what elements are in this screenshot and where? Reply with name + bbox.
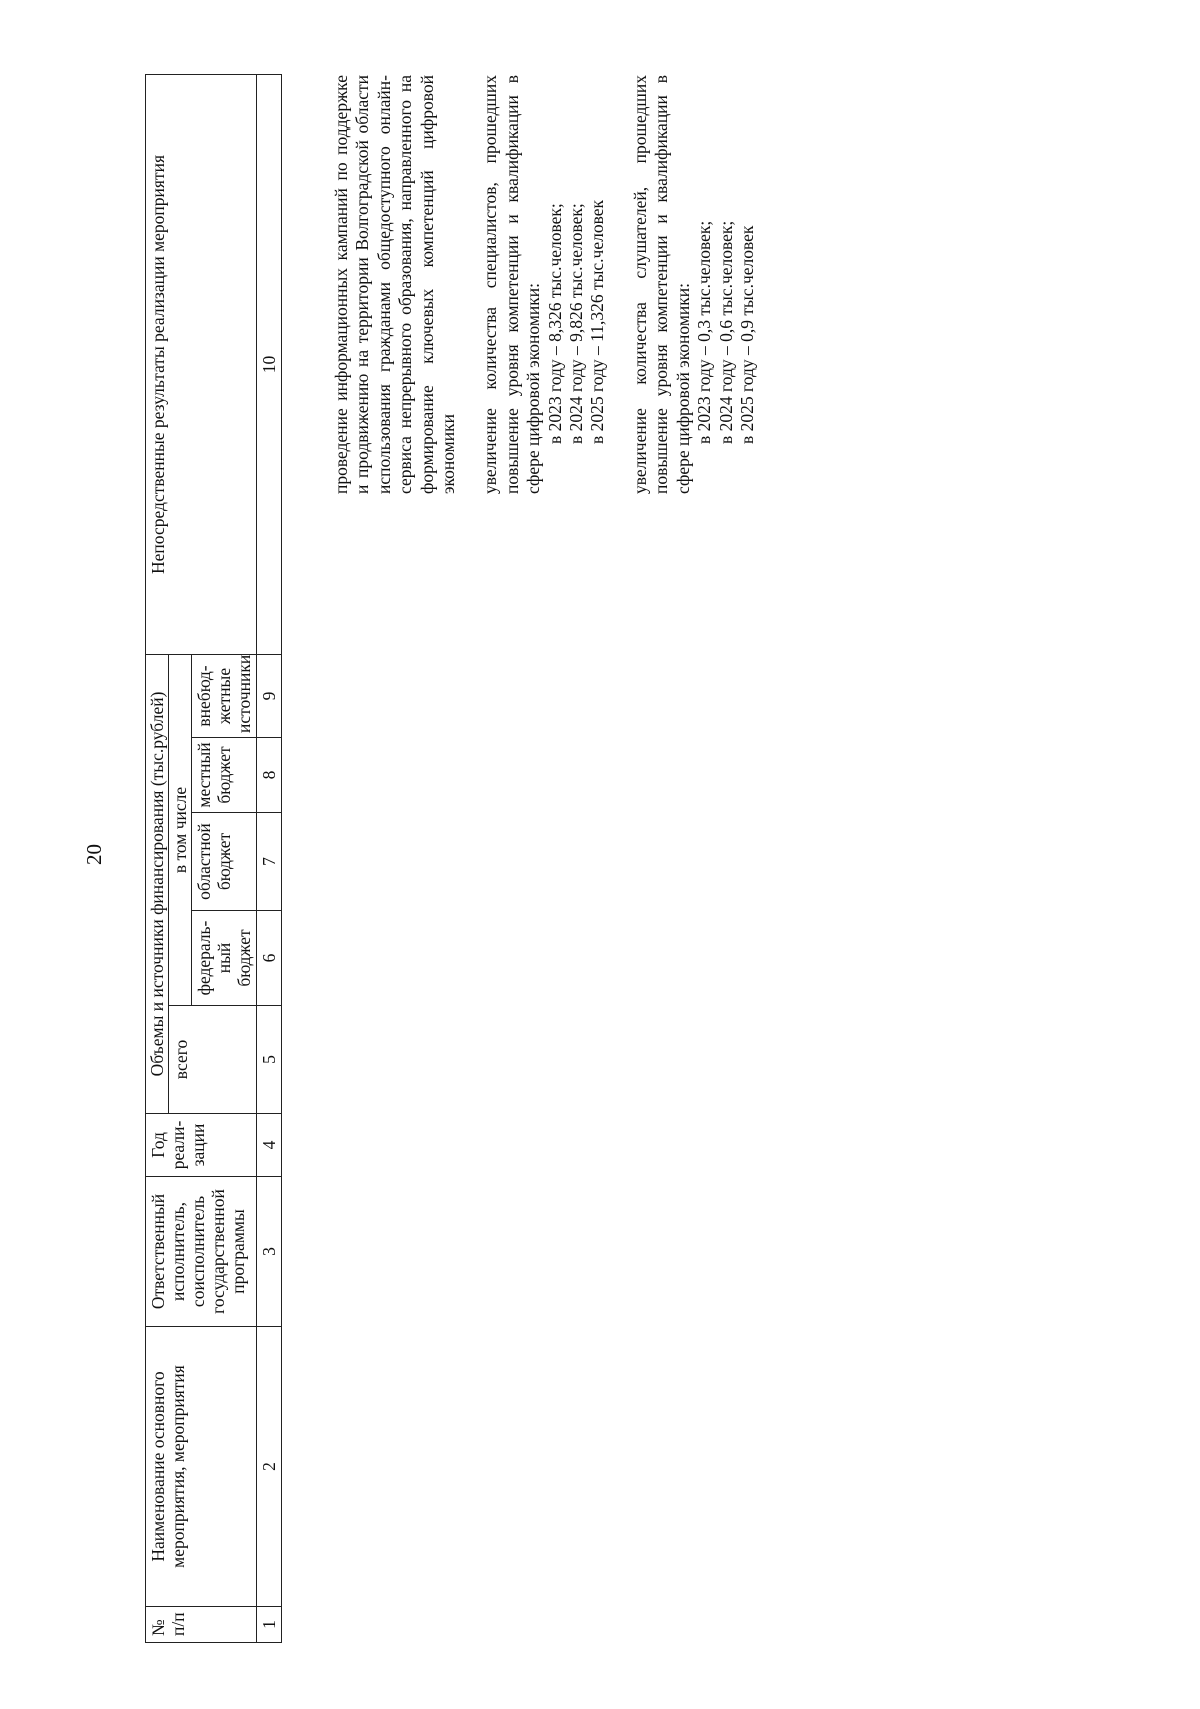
- column-header-year: Год реали-зации: [146, 1114, 257, 1177]
- column-header-activity-name: Наименование основного мероприятия, мероприятия: [146, 1327, 257, 1607]
- column-number: 3: [257, 1177, 282, 1327]
- column-header-results: Непосредственные результаты реализации мероприятия: [146, 74, 257, 654]
- result-listeners: [630, 75, 758, 494]
- result-listeners-2025: в 2025 году – 0,9 тыс.человек: [736, 225, 757, 444]
- result-specialists-2023: в 2023 году – 8,326 тыс.человек;: [544, 203, 565, 444]
- column-header-extra-budget: внебюд-жетные источники: [192, 654, 257, 737]
- column-header-funding-group: Объемы и источники финансирования (тыс.рублей): [146, 654, 169, 1113]
- result-specialists: [480, 75, 608, 494]
- column-header-including: в том числе: [169, 654, 192, 1005]
- results-column: [331, 75, 779, 494]
- column-number: 1: [257, 1607, 282, 1643]
- column-header-regional-budget: областной бюджет: [192, 813, 257, 911]
- result-listeners-2023: в 2023 году – 0,3 тыс.человек;: [694, 220, 715, 444]
- program-table-header: [145, 74, 282, 1643]
- result-specialists-2024: в 2024 году – 9,826 тыс.человек;: [566, 203, 587, 444]
- column-header-total: всего: [169, 1006, 257, 1114]
- column-number: 7: [257, 813, 282, 911]
- result-specialists-intro: увеличение количества специалистов, прошедших повышение уровня компетенции и квалификации в сфере цифровой экономики:: [480, 75, 544, 494]
- column-header-federal-budget: федераль-ный бюджет: [192, 911, 257, 1006]
- result-information-campaigns: проведение информационных кампаний по поддержке и продвижению на территории Волгоградской области использования гражданами общедоступного онлайн-сервиса непрерывного образования, направленного на формирование ключевых компетенций цифровой экономики: [331, 75, 459, 494]
- column-number: 9: [257, 654, 282, 737]
- result-specialists-2025: в 2025 году – 11,326 тыс.человек: [587, 199, 608, 444]
- result-listeners-intro: увеличение количества слушателей, прошедших повышение уровня компетенции и квалификации в сфере цифровой экономики:: [629, 75, 693, 494]
- column-number: 10: [257, 74, 282, 654]
- column-number: 4: [257, 1114, 282, 1177]
- column-header-local-budget: местный бюджет: [192, 738, 257, 813]
- result-listeners-2024: в 2024 году – 0,6 тыс.человек;: [715, 220, 736, 444]
- column-number-row: [257, 74, 282, 1642]
- column-header-responsible: Ответственный исполнитель, соисполнитель государственной программы: [146, 1177, 257, 1327]
- column-number: 5: [257, 1006, 282, 1114]
- column-number: 6: [257, 911, 282, 1006]
- column-header-number: № п/п: [146, 1607, 257, 1643]
- column-number: 8: [257, 738, 282, 813]
- column-number: 2: [257, 1327, 282, 1607]
- page-number: 20: [82, 844, 106, 865]
